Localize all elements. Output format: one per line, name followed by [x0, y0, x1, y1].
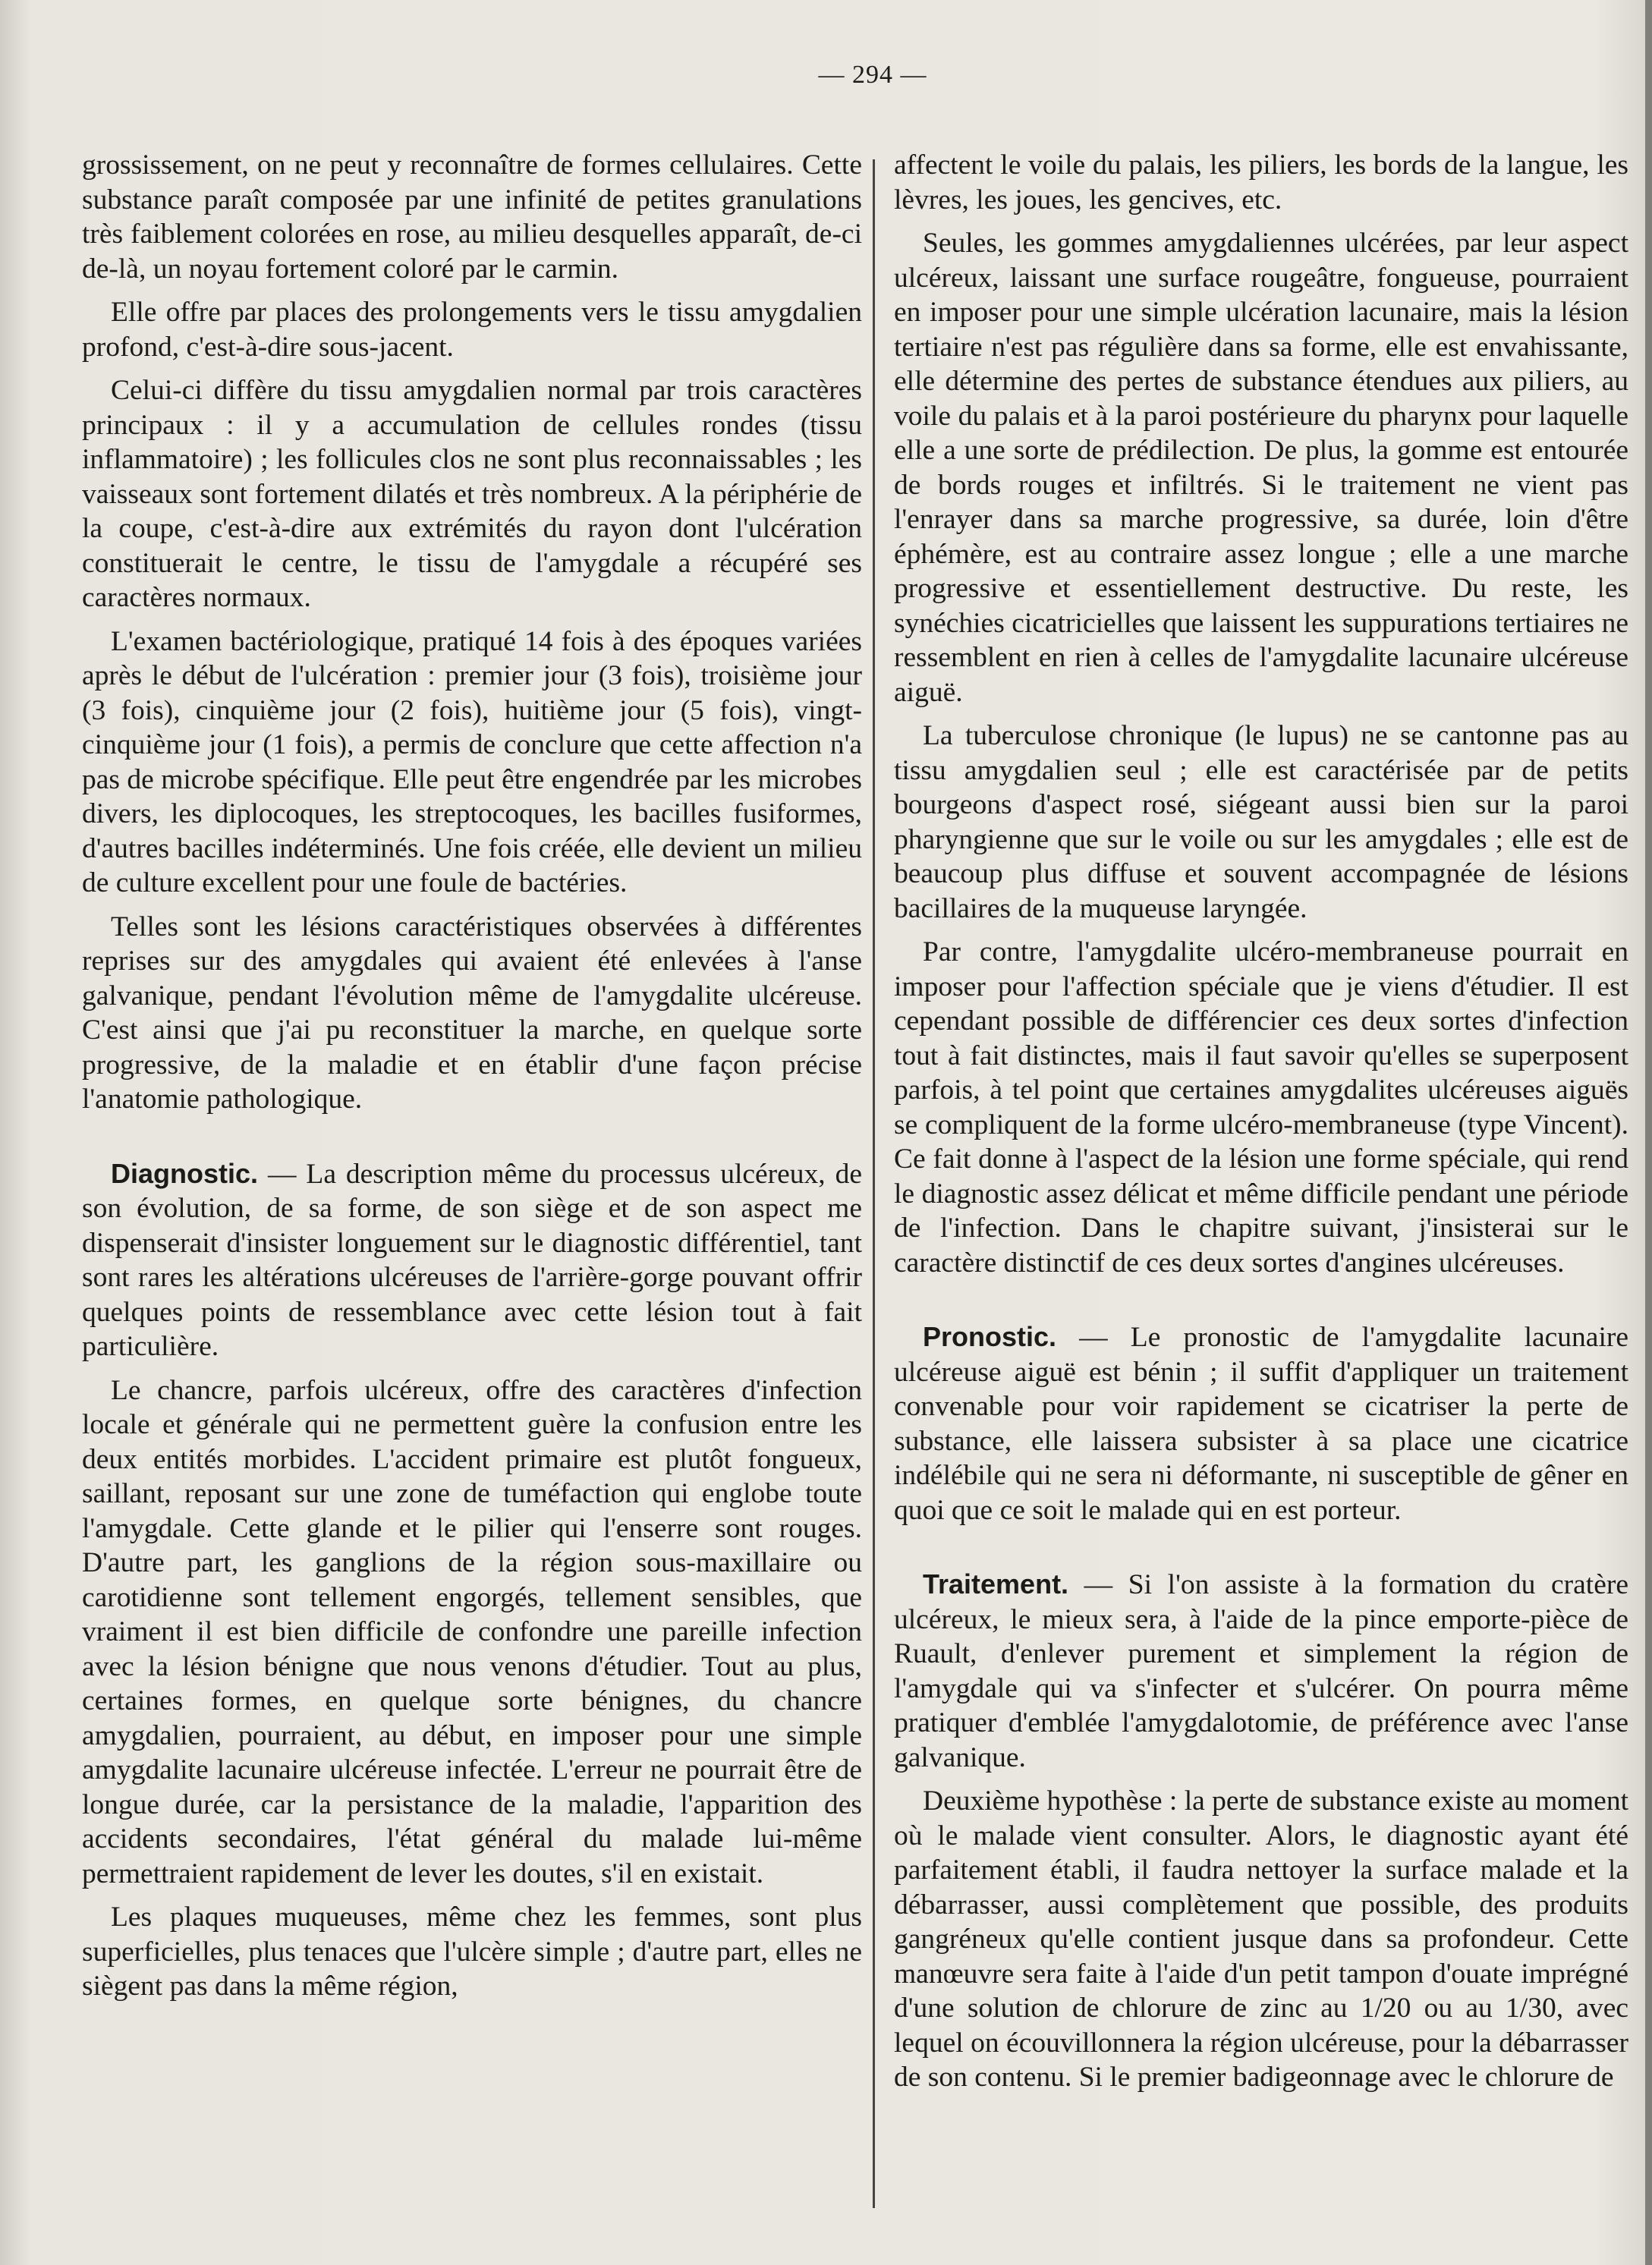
section-heading: Pronostic. [923, 1321, 1057, 1352]
section-heading: Traitement. [923, 1568, 1069, 1600]
left-column [82, 148, 862, 2013]
paragraph: Celui-ci diffère du tissu amygdalien normal par trois caractères principaux : il y a accumulation de cellules rondes (tissu inflammatoire) ; les follicules clos ne sont plus reconnaissables ; les vaisseaux sont fortement dilatés et très nombreux. A la périphérie de la coupe, c'est-à-dire aux extrémités du rayon dont l'ulcération constituerait le centre, le tissu de l'amygdale a récupéré ses caractères normaux. [82, 375, 862, 613]
section-heading: Diagnostic. [111, 1157, 259, 1189]
section-traitement [894, 1567, 1628, 1775]
paragraph: grossissement, on ne peut y reconnaître de formes cellulaires. Cette substance paraît composée par une infinité de petites granulations très faiblement colorées en rose, au milieu desquelles apparaît, de-ci de-là, un noyau fortement coloré par le carmin. [82, 149, 862, 285]
paragraph: Seules, les gommes amygdaliennes ulcérées, par leur aspect ulcéreux, laissant une surface rougeâtre, fongueuse, pourraient en imposer pour une simple ulcération lacunaire, mais la lésion tertiaire n'est pas régulière dans sa forme, elle est envahissante, elle détermine des pertes de substance étendues aux piliers, au voile du palais et à la paroi postérieure du pharynx pour laquelle elle a une sorte de prédilection. De plus, la gomme est entourée de bords rouges et infiltrés. Si le traitement ne vient pas l'enrayer dans sa marche progressive, sa durée, loin d'être éphémère, est au contraire assez longue ; elle a une marche progressive et essentiellement destructive. Du reste, les synéchies cicatricielles que laissent les suppurations tertiaires ne ressemblent en rien à celles de l'amygdalite lacunaire ulcéreuse aiguë. [894, 228, 1628, 708]
paragraph: Par contre, l'amygdalite ulcéro-membraneuse pourrait en imposer pour l'affection spéciale que je viens d'étudier. Il est cependant possible de différencier ces deux sortes d'infection tout à fait distinctes, mais il faut savoir qu'elles se superposent parfois, à tel point que certaines amygdalites ulcéreuses aiguës se compliquent de la forme ulcéro-membraneuse (type Vincent). Ce fait donne à l'aspect de la lésion une forme spéciale, qui rend le diagnostic assez délicat et même difficile pendant une période de l'infection. Dans le chapitre suivant, j'insisterai sur le caractère distinctif de ces deux sortes d'angines ulcéreuses. [894, 936, 1628, 1279]
paragraph: Deuxième hypothèse : la perte de substance existe au moment où le malade vient consulter. Alors, le diagnostic ayant été parfaitement établi, il faudra nettoyer la surface malade et la débarrasser, aussi complètement que possible, des produits gangréneux qu'elle contient jusque dans sa profondeur. Cette manœuvre sera faite à l'aide d'un petit tampon d'ouate imprégné d'une solution de chlorure de zinc au 1/20 ou au 1/30, avec lequel on écouvillonnera la région ulcéreuse, pour la débarrasser de son contenu. Si le premier badigeonnage avec le chlorure de [894, 1785, 1628, 2093]
section-text: — Le pronostic de l'amygdalite lacunaire ulcéreuse aiguë est bénin ; il suffit d'appliquer un traitement convenable pour voir rapidement se cicatriser la perte de substance, elle laissera subsister à sa place une cicatrice indélébile qui ne sera ni déformante, ni susceptible de gêner en quoi que ce soit le malade qui en est porteur. [894, 1322, 1628, 1526]
paragraph: L'examen bactériologique, pratiqué 14 fois à des époques variées après le début de l'ulcération : premier jour (3 fois), troisième jour (3 fois), cinquième jour (2 fois), huitième jour (5 fois), vingt-cinquième jour (1 fois), a permis de conclure que cette affection n'a pas de microbe spécifique. Elle peut être engendrée par les microbes divers, les diplocoques, les streptocoques, les bacilles fusiformes, d'autres bacilles indéterminés. Une fois créée, elle devient un milieu de culture excellent pour une foule de bactéries. [82, 625, 862, 898]
section-text: — La description même du processus ulcéreux, de son évolution, de sa forme, de son siège et de son aspect me dispenserait d'insister longuement sur le diagnostic différentiel, tant sont rares les altérations ulcéreuses de l'arrière-gorge pouvant offrir quelques points de ressemblance avec cette lésion tout à fait particulière. [82, 1158, 862, 1362]
section-pronostic [894, 1320, 1628, 1527]
paragraph: affectent le voile du palais, les piliers, les bords de la langue, les lèvres, les joues, les gencives, etc. [894, 149, 1628, 215]
paragraph: Les plaques muqueuses, même chez les femmes, sont plus superficielles, plus tenaces que l'ulcère simple ; d'autre part, elles ne siègent pas dans la même région, [82, 1902, 862, 2002]
paragraph: Elle offre par places des prolongements vers le tissu amygdalien profond, c'est-à-dire sous-jacent. [82, 297, 862, 363]
paragraph: La tuberculose chronique (le lupus) ne se cantonne pas au tissu amygdalien seul ; elle est caractérisée par de petits bourgeons d'aspect rosé, siégeant aussi bien sur la paroi pharyngienne que sur le voile ou sur les amygdales ; elle est de beaucoup plus diffuse et souvent accompagnée de lésions bacillaires de la muqueuse laryngée. [894, 720, 1628, 924]
page-edge-shadow [1645, 0, 1652, 2265]
column-divider [873, 159, 875, 2208]
section-text: — Si l'on assiste à la formation du cratère ulcéreux, le mieux sera, à l'aide de la pince emporte-pièce de Ruault, d'enlever purement et simplement la région de l'amygdale qui va s'infecter et s'ulcérer. On pourra même pratiquer d'emblée l'amygdalotomie, de préférence avec l'anse galvanique. [894, 1569, 1628, 1773]
section-diagnostic [82, 1156, 862, 1364]
paragraph: Telles sont les lésions caractéristiques observées à différentes reprises sur des amygdales qui avaient été enlevées à l'anse galvanique, pendant l'évolution même de l'amygdalite ulcéreuse. C'est ainsi que j'ai pu reconstituer la marche, en quelque sorte progressive, de la maladie et en établir d'une façon précise l'anatomie pathologique. [82, 911, 862, 1115]
page-number: — 294 — [818, 61, 927, 89]
right-column [894, 148, 1628, 2104]
paragraph: Le chancre, parfois ulcéreux, offre des caractères d'infection locale et générale qui ne permettent guère la confusion entre les deux entités morbides. L'accident primaire est plutôt fongueux, saillant, reposant sur une zone de tuméfaction qui englobe toute l'amygdale. Cette glande et le pilier qui l'enserre sont rouges. D'autre part, les ganglions de la région sous-maxillaire ou carotidienne sont tellement engorgés, tellement sensibles, que vraiment il est bien difficile de confondre une pareille infection avec la lésion bénigne que nous venons d'étudier. Tout au plus, certaines formes, en quelque sorte bénignes, du chancre amygdalien, pourraient, au début, en imposer pour une simple amygdalite lacunaire ulcéreuse infectée. L'erreur ne pourrait être de longue durée, car la persistance de la maladie, l'apparition des accidents secondaires, l'état général du malade lui-même permettraient rapidement de lever les doutes, s'il en existait. [82, 1374, 862, 1889]
